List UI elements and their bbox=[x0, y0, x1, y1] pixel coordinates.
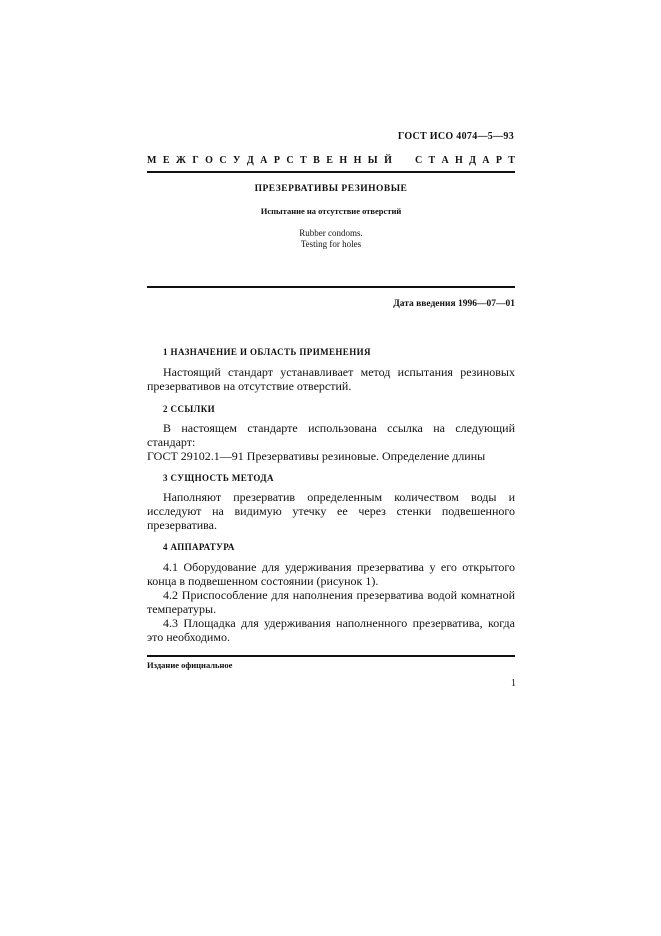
section-heading-method-essence: 3 СУЩНОСТЬ МЕТОДА bbox=[163, 473, 274, 483]
reference-item: ГОСТ 29102.1—91 Презервативы резиновые. Определение длины bbox=[147, 449, 486, 463]
english-title-line-2: Testing for holes bbox=[300, 239, 362, 249]
english-title bbox=[147, 228, 515, 250]
section-body-scope bbox=[147, 365, 515, 393]
bottom-rule bbox=[147, 655, 515, 657]
paragraph: 4.1 Оборудование для удерживания презерватива у его открытого конца в подвешенном состоянии (рисунок 1). bbox=[147, 560, 515, 588]
english-title-line-1: Rubber condoms. bbox=[299, 228, 363, 238]
document-title: ПРЕЗЕРВАТИВЫ РЕЗИНОВЫЕ bbox=[254, 184, 408, 194]
section-heading-scope: 1 НАЗНАЧЕНИЕ И ОБЛАСТЬ ПРИМЕНЕНИЯ bbox=[163, 347, 371, 357]
paragraph: Настоящий стандарт устанавливает метод испытания резиновых презервативов на отсутствие отверстий. bbox=[147, 365, 515, 393]
top-rule bbox=[147, 171, 515, 173]
paragraph: Наполняют презерватив определенным количеством воды и исследуют на видимую утечку ее через стенки подвешенного презерватива. bbox=[147, 490, 515, 532]
section-body-apparatus bbox=[147, 560, 515, 644]
section-heading-references: 2 ССЫЛКИ bbox=[163, 404, 216, 414]
standard-type-word-standard: С Т А Н Д А Р Т bbox=[415, 155, 515, 166]
section-body-method-essence bbox=[147, 490, 515, 532]
paragraph: 4.2 Приспособление для наполнения презерватива водой комнатной температуры. bbox=[147, 588, 515, 616]
paragraph: В настоящем стандарте использована ссылка на следующий стандарт: bbox=[147, 421, 515, 449]
middle-rule bbox=[147, 286, 515, 288]
page-number: 1 bbox=[511, 678, 516, 689]
introduction-date: Дата введения 1996—07—01 bbox=[393, 299, 515, 309]
document-code: ГОСТ ИСО 4074—5—93 bbox=[397, 131, 514, 142]
document-subtitle: Испытание на отсутствие отверстий bbox=[260, 206, 402, 216]
edition-label: Издание официальное bbox=[147, 660, 233, 670]
paragraph: 4.3 Площадка для удерживания наполненного презерватива, когда это необходимо. bbox=[147, 616, 515, 644]
standard-type-word-interstate: М Е Ж Г О С У Д А Р С Т В Е Н Н Ы Й bbox=[147, 155, 392, 166]
standard-type-line bbox=[147, 155, 515, 166]
section-body-references bbox=[147, 421, 515, 463]
section-heading-apparatus: 4 АППАРАТУРА bbox=[163, 542, 235, 552]
